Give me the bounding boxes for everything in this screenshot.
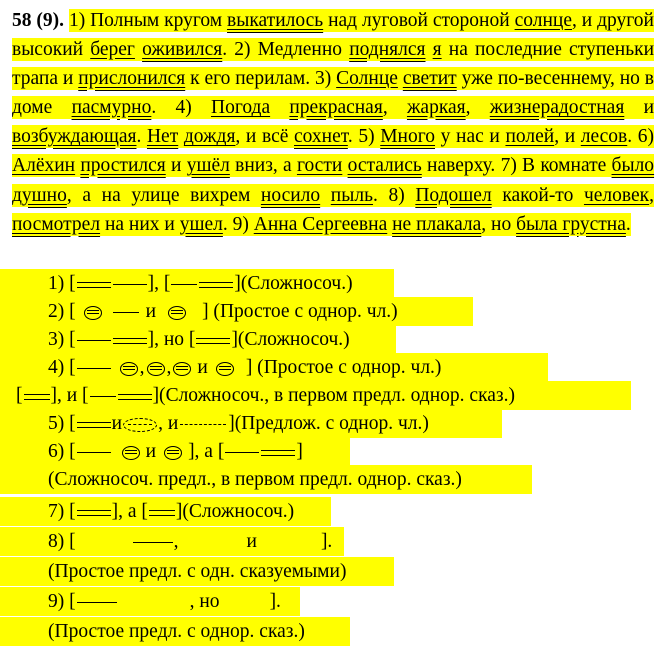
subject-mark — [90, 396, 116, 397]
predicate-mark — [77, 422, 111, 428]
sentence-2: 2) Медленно поднялся я на последние ступеньки трапа и прислонился к его перилам. — [12, 39, 655, 90]
subject-mark — [113, 312, 139, 313]
sentence-8: 8) Подошел какой-то человек, посмотрел на них и ушел. — [12, 184, 654, 235]
predicate-mark — [118, 394, 152, 400]
sentence-5: 5) Много у нас и полей, и лесов. — [352, 126, 633, 148]
homogeneous-member-mark — [84, 306, 102, 320]
scheme-row-1: 1) [ ], [ ](Сложносоч.) — [0, 269, 394, 298]
predicate-mark — [261, 450, 295, 456]
scheme-row-4: 4) [ , , и ] (Простое с однор. чл.) — [0, 353, 548, 382]
scheme-row-8b: (Простое предл. с одн. сказуемыми) — [0, 557, 394, 586]
sentence-7: 7) В комнате было душно, а на улице вихрем носило пыль. — [12, 155, 655, 206]
subject-mark — [77, 340, 111, 341]
subject-mark — [77, 602, 117, 603]
scheme-row-3: 3) [ ], но [ ](Сложносоч.) — [0, 325, 396, 354]
addition-line-mark — [180, 424, 226, 425]
sentence-1: 1) Полным кругом выкатилось над луговой стороной солнце, и другой высокий берег оживился. — [12, 10, 654, 61]
subject-mark — [225, 452, 259, 453]
sentence-3: 3) Солнце светит уже по-весеннему, но в доме пасмурно. — [12, 68, 655, 119]
homogeneous-member-mark — [173, 362, 191, 376]
predicate-mark — [77, 510, 111, 516]
homogeneous-member-mark — [164, 446, 182, 460]
exercise-text — [12, 6, 654, 239]
scheme-row-7: 7) [ ], а [ ](Сложносоч.) — [0, 497, 331, 526]
homogeneous-member-mark — [122, 446, 140, 460]
predicate-mark — [77, 282, 111, 288]
sentences — [12, 9, 654, 236]
subject-mark — [77, 452, 111, 453]
scheme-row-6: 6) [ и ], а [ ] — [0, 437, 350, 466]
predicate-mark — [149, 510, 175, 516]
scheme-row-5: 5) [ и , и ](Предлож. с однор. чл.) — [0, 409, 502, 438]
sentence-6: 6) Алёхин простился и ушёл вниз, а гости остались наверху. — [12, 126, 654, 177]
homogeneous-member-mark — [120, 362, 138, 376]
subject-mark — [113, 284, 147, 285]
scheme-row-9b: (Простое предл. с однор. сказ.) — [0, 617, 350, 646]
predicate-mark — [199, 282, 233, 288]
predicate-mark — [133, 542, 173, 543]
subject-mark — [77, 368, 111, 369]
exercise-number: 58 (9). — [12, 10, 65, 31]
scheme-row-6b: (Сложносоч. предл., в первом предл. однор. сказ.) — [0, 465, 532, 494]
scheme-row-9: 9) [ , но ]. — [0, 587, 300, 616]
sentence-4: 4) Погода прекрасная, жаркая, жизнерадостная и возбуждающая. Нет дождя, и всё сохнет. — [12, 97, 654, 148]
subject-mark — [171, 284, 197, 285]
scheme-row-2: 2) [ и ] (Простое с однор. чл.) — [0, 297, 473, 326]
predicate-mark — [196, 338, 230, 344]
sentence-9: 9) Анна Сергеевна не плакала, но была грустна. — [227, 213, 631, 235]
scheme-row-8: 8) [ , и ]. — [0, 527, 344, 556]
homogeneous-member-mark — [168, 306, 186, 320]
addition-mark — [123, 418, 157, 432]
homogeneous-member-mark — [216, 362, 234, 376]
predicate-mark — [24, 394, 50, 400]
scheme-row-4b: [ ], и [ ](Сложносоч., в первом предл. однор. сказ.) — [0, 381, 631, 410]
homogeneous-member-mark — [147, 362, 165, 376]
predicate-mark — [113, 338, 147, 344]
